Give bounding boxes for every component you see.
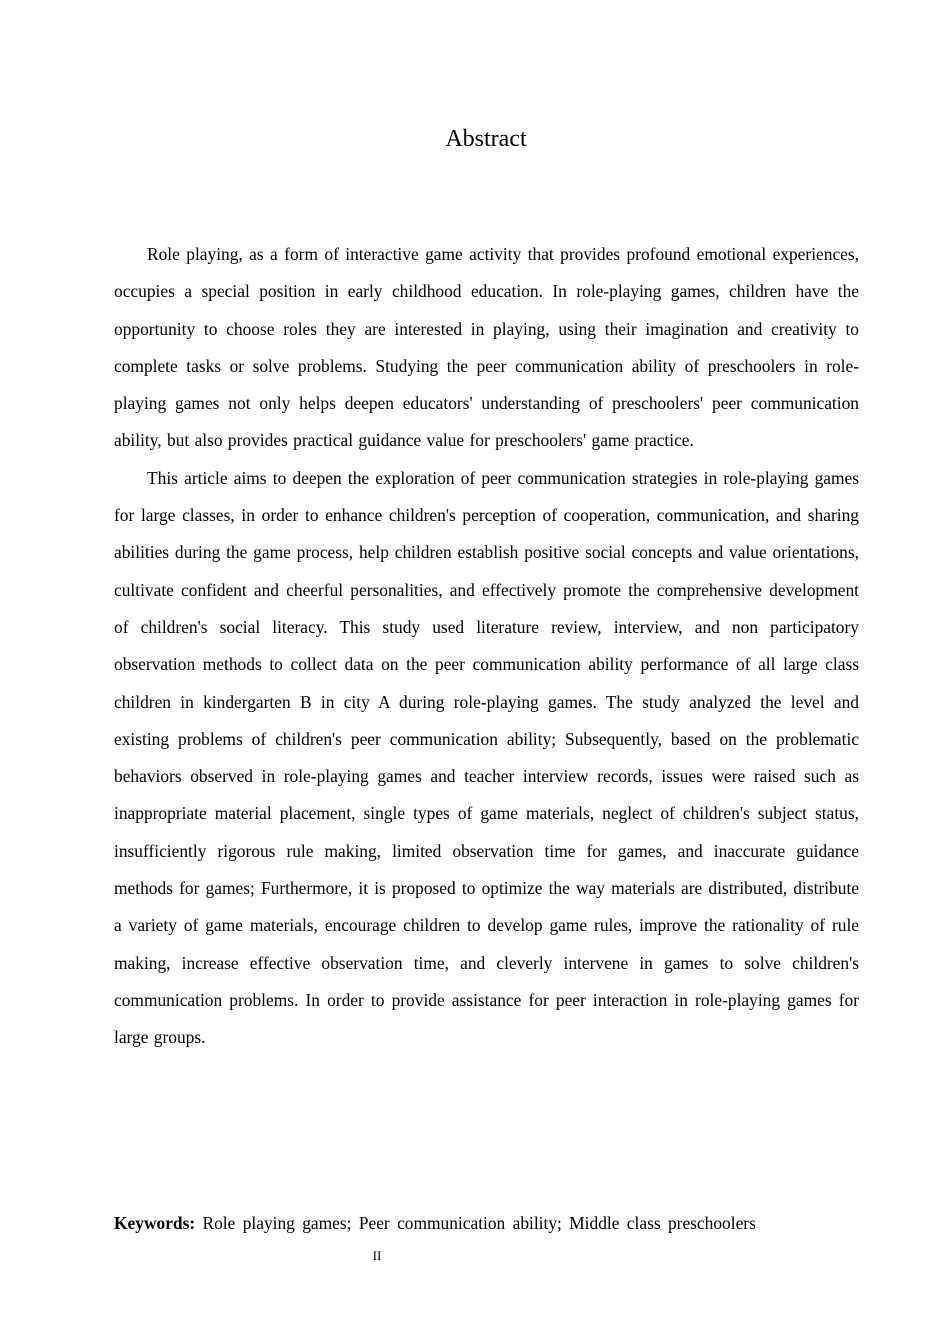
- abstract-paragraph-1: Role playing, as a form of interactive game activity that provides profound emotional experiences, occupies a special position in early childhood education. In role-playing games, children have the opportunity to choose roles they are interested in playing, using their imagination and creativity to complete tasks or solve problems. Studying the peer communication ability of preschoolers in role-playing games not only helps deepen educators' understanding of preschoolers' peer communication ability, but also provides practical guidance value for preschoolers' game practice.: [114, 244, 859, 451]
- keywords-text: Role playing games; Peer communication ability; Middle class preschoolers: [202, 1213, 756, 1233]
- keywords-label: Keywords:: [114, 1213, 196, 1233]
- abstract-title: Abstract: [445, 126, 527, 152]
- abstract-body: [114, 236, 859, 1057]
- keywords-line: [114, 1205, 874, 1241]
- abstract-paragraph-2: This article aims to deepen the exploration of peer communication strategies in role-playing games for large classes, in order to enhance children's perception of cooperation, communication, and sharing abilities during the game process, help children establish positive social concepts and value orientations, cultivate confident and cheerful personalities, and effectively promote the comprehensive development of children's social literacy. This study used literature review, interview, and non participatory observation methods to collect data on the peer communication ability performance of all large class children in kindergarten B in city A during role-playing games. The study analyzed the level and existing problems of children's peer communication ability; Subsequently, based on the problematic behaviors observed in role-playing games and teacher interview records, issues were raised such as inappropriate material placement, single types of game materials, neglect of children's subject status, insufficiently rigorous rule making, limited observation time for games, and inaccurate guidance methods for games; Furthermore, it is proposed to optimize the way materials are distributed, distribute a variety of game materials, encourage children to develop game rules, improve the rationality of rule making, increase effective observation time, and cleverly intervene in games to solve children's communication problems. In order to provide assistance for peer interaction in role-playing games for large groups.: [114, 467, 859, 1048]
- page-number: II: [372, 1248, 382, 1263]
